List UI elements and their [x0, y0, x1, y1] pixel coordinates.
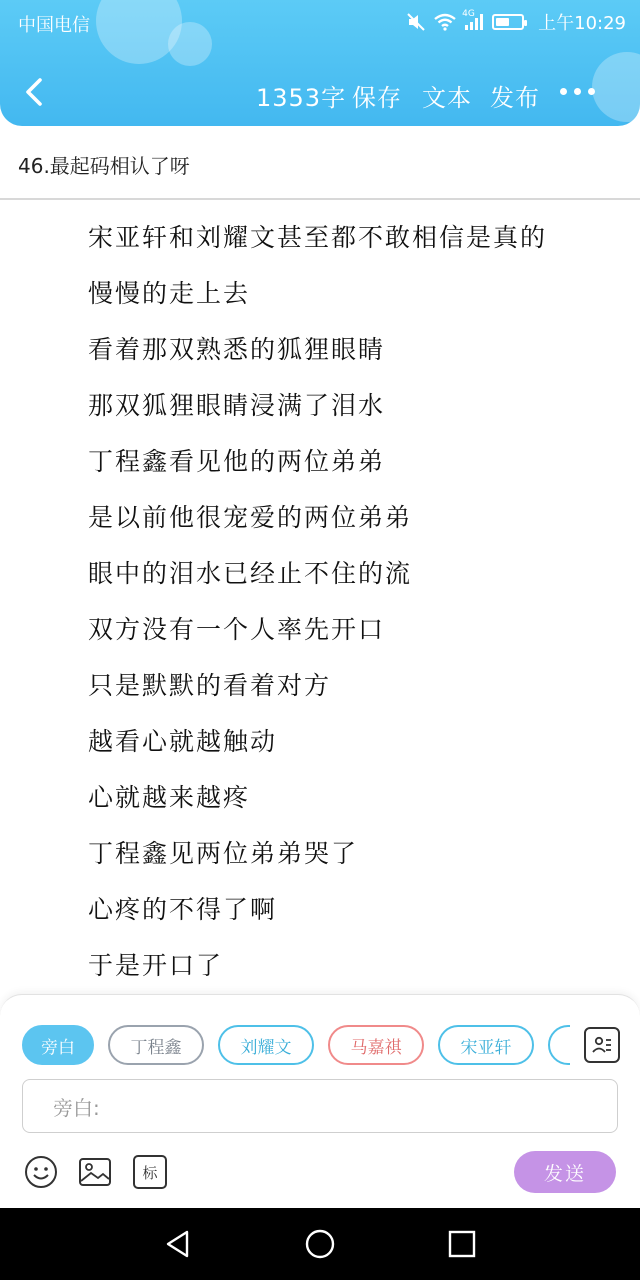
- back-icon[interactable]: [20, 76, 52, 108]
- image-icon[interactable]: [78, 1155, 112, 1189]
- chapter-title[interactable]: 46.最起码相认了呀: [18, 154, 190, 178]
- story-line: 是以前他很宠爱的两位弟弟: [88, 503, 413, 532]
- carrier-label: 中国电信: [18, 15, 90, 36]
- story-line: 慢慢的走上去: [88, 279, 251, 308]
- tag-button[interactable]: 标: [133, 1155, 167, 1189]
- recents-square-icon[interactable]: [446, 1228, 478, 1260]
- contacts-icon[interactable]: [584, 1027, 620, 1063]
- more-icon[interactable]: [560, 88, 595, 95]
- story-line: 看着那双熟悉的狐狸眼睛: [88, 335, 386, 364]
- story-line: 心疼的不得了啊: [88, 895, 278, 924]
- status-bar: [0, 0, 640, 44]
- status-icons: [406, 9, 626, 35]
- role-chip[interactable]: 丁程鑫: [108, 1025, 204, 1065]
- system-nav-bar: [0, 1208, 640, 1280]
- editor-toolbar: [0, 62, 640, 122]
- back-triangle-icon[interactable]: [162, 1228, 194, 1260]
- story-line: 丁程鑫见两位弟弟哭了: [88, 839, 359, 868]
- story-line: 丁程鑫看见他的两位弟弟: [88, 447, 386, 476]
- story-line: 于是开口了: [88, 951, 224, 980]
- battery-icon: [492, 14, 524, 30]
- signal-icon: [462, 9, 484, 31]
- role-chip[interactable]: 刘耀文: [218, 1025, 314, 1065]
- word-count: 1353字: [256, 84, 347, 112]
- story-line: 只是默默的看着对方: [88, 671, 332, 700]
- text-button[interactable]: 文本: [422, 84, 472, 112]
- story-line: 越看心就越触动: [88, 727, 278, 756]
- send-button[interactable]: 发送: [514, 1151, 616, 1193]
- story-line: 双方没有一个人率先开口: [88, 615, 386, 644]
- role-chip[interactable]: 旁白: [22, 1025, 94, 1065]
- story-line: 心就越来越疼: [88, 783, 251, 812]
- role-selector: [22, 1025, 570, 1065]
- mute-icon: [406, 12, 426, 32]
- publish-button[interactable]: 发布: [490, 84, 540, 112]
- home-circle-icon[interactable]: [304, 1228, 336, 1260]
- story-content[interactable]: [88, 214, 628, 998]
- app-header: [0, 0, 640, 126]
- save-button[interactable]: 保存: [352, 84, 402, 112]
- role-chip[interactable]: 宋亚轩: [438, 1025, 534, 1065]
- network-type: 4G: [462, 9, 475, 19]
- role-chip-partial[interactable]: [548, 1025, 570, 1065]
- role-chip[interactable]: 马嘉祺: [328, 1025, 424, 1065]
- clock: 上午10:29: [538, 13, 626, 34]
- story-line: 宋亚轩和刘耀文甚至都不敢相信是真的: [88, 223, 548, 252]
- story-line: 那双狐狸眼睛浸满了泪水: [88, 391, 386, 420]
- emoji-icon[interactable]: [24, 1155, 58, 1189]
- composer-panel: [0, 994, 640, 1208]
- wifi-icon: [434, 13, 456, 31]
- divider: [0, 198, 640, 200]
- story-line: 眼中的泪水已经止不住的流: [88, 559, 413, 588]
- message-input[interactable]: 旁白:: [22, 1079, 618, 1133]
